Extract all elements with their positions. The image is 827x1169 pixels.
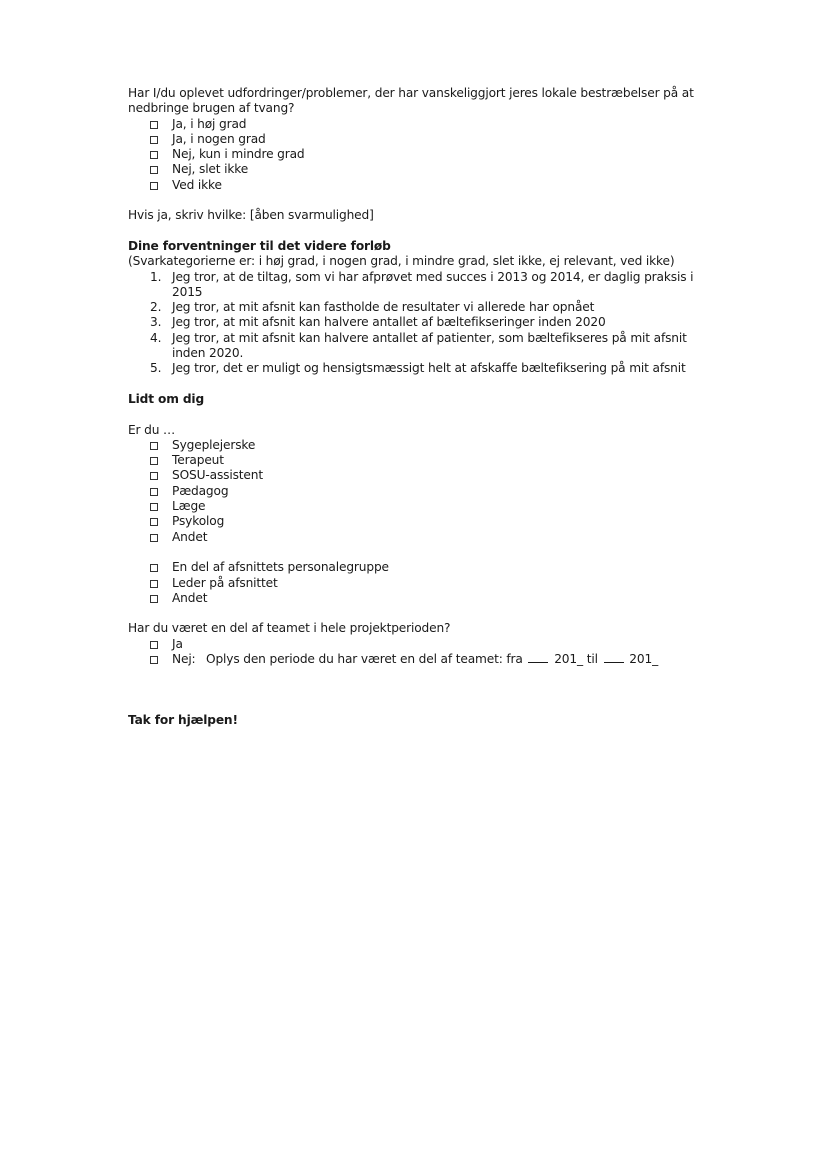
question-team: Har du været en del af teamet i hele projektperioden? [128,621,451,636]
option-role [128,560,708,575]
option-challenges-1 [128,117,708,132]
option-label: SOSU-assistent [172,468,263,483]
item-text: Jeg tror, at mit afsnit kan halvere antallet af bæltefikseringer inden 2020 [172,315,606,330]
option-challenges-2 [128,132,708,147]
option-profession [128,468,708,483]
expectation-item [128,300,708,315]
option-profession [128,453,708,468]
option-label: Nej, kun i mindre grad [172,147,305,162]
checkbox[interactable] [150,518,158,526]
option-label: Læge [172,499,206,514]
option-label: Terapeut [172,453,224,468]
option-challenges-5 [128,178,708,193]
role-options [128,560,708,606]
checkbox[interactable] [150,472,158,480]
item-number: 3. [150,315,162,330]
option-label: Pædagog [172,483,229,498]
checkbox[interactable] [150,151,158,159]
challenges-options [128,117,708,193]
option-profession [128,438,708,453]
profession-options [128,438,708,545]
checkbox[interactable] [150,503,158,511]
item-number: 5. [150,361,162,376]
option-role [128,576,708,591]
from-blank-field[interactable] [528,652,548,663]
expectations-heading: Dine forventninger til det videre forløb [128,238,391,253]
item-text: Jeg tror, at mit afsnit kan fastholde de resultater vi allerede har opnået [172,300,595,315]
checkbox[interactable] [150,488,158,496]
checkbox[interactable] [150,580,158,588]
checkbox[interactable] [150,121,158,129]
checkbox[interactable] [150,656,158,664]
checkbox[interactable] [150,641,158,649]
option-profession [128,484,708,499]
option-label: Ja, i nogen grad [172,131,266,146]
about-you-heading: Lidt om dig [128,391,205,406]
option-profession [128,530,708,545]
item-number: 2. [150,300,162,315]
checkbox[interactable] [150,136,158,144]
option-challenges-4 [128,162,708,177]
checkbox[interactable] [150,457,158,465]
expectations-list [128,270,708,377]
thanks-text: Tak for hjælpen! [128,713,238,728]
period-prompt: Oplys den periode du har været en del af teamet: fra [206,651,523,666]
option-challenges-3 [128,147,708,162]
option-label: Nej, slet ikke [172,162,249,177]
checkbox[interactable] [150,595,158,603]
item-number: 4. [150,330,162,345]
option-label: Ved ikke [172,177,222,192]
option-label: Ja [172,636,183,651]
item-number: 1. [150,269,162,284]
option-label: Leder på afsnittet [172,575,278,590]
if-yes-prompt: Hvis ja, skriv hvilke: [åben svarmulighed] [128,208,374,223]
to-blank-field[interactable] [604,652,624,663]
option-role [128,591,708,606]
option-profession [128,514,708,529]
expectation-item [128,331,708,362]
option-label: En del af afsnittets personalegruppe [172,560,389,575]
answer-categories-note: (Svarkategorierne er: i høj grad, i nogen grad, i mindre grad, slet ikke, ej relevant, ved ikke) [128,254,675,269]
option-profession [128,499,708,514]
are-you-question: Er du … [128,422,176,437]
option-label: Nej: [172,651,196,666]
checkbox[interactable] [150,534,158,542]
item-text: Jeg tror, at mit afsnit kan halvere antallet af patienter, som bæltefikseres på mit afsnit inden 2020. [172,330,687,361]
til-label: til [586,651,598,666]
expectation-item [128,361,708,376]
option-team-yes [128,637,708,652]
option-label: Psykolog [172,514,225,529]
checkbox[interactable] [150,166,158,174]
expectation-item [128,315,708,330]
option-label: Ja, i høj grad [172,116,247,131]
team-options [128,637,708,668]
option-label: Sygeplejerske [172,437,256,452]
expectation-item [128,270,708,301]
from-year: 201_ [554,651,583,666]
option-label: Andet [172,529,208,544]
item-text: Jeg tror, det er muligt og hensigtsmæssigt helt at afskaffe bæltefiksering på mit afsnit [172,361,686,376]
option-team-no [128,652,708,667]
item-text: Jeg tror, at de tiltag, som vi har afprøvet med succes i 2013 og 2014, er daglig praksis i 2015 [172,269,694,299]
checkbox[interactable] [150,182,158,190]
checkbox[interactable] [150,442,158,450]
questionnaire-content [128,86,708,728]
to-year: 201_ [629,651,659,666]
option-label: Andet [172,590,208,605]
question-challenges: Har I/du oplevet udfordringer/problemer, der har vanskeliggjort jeres lokale bestræbelser på at nedbringe brugen af tvang? [128,86,694,116]
checkbox[interactable] [150,564,158,572]
